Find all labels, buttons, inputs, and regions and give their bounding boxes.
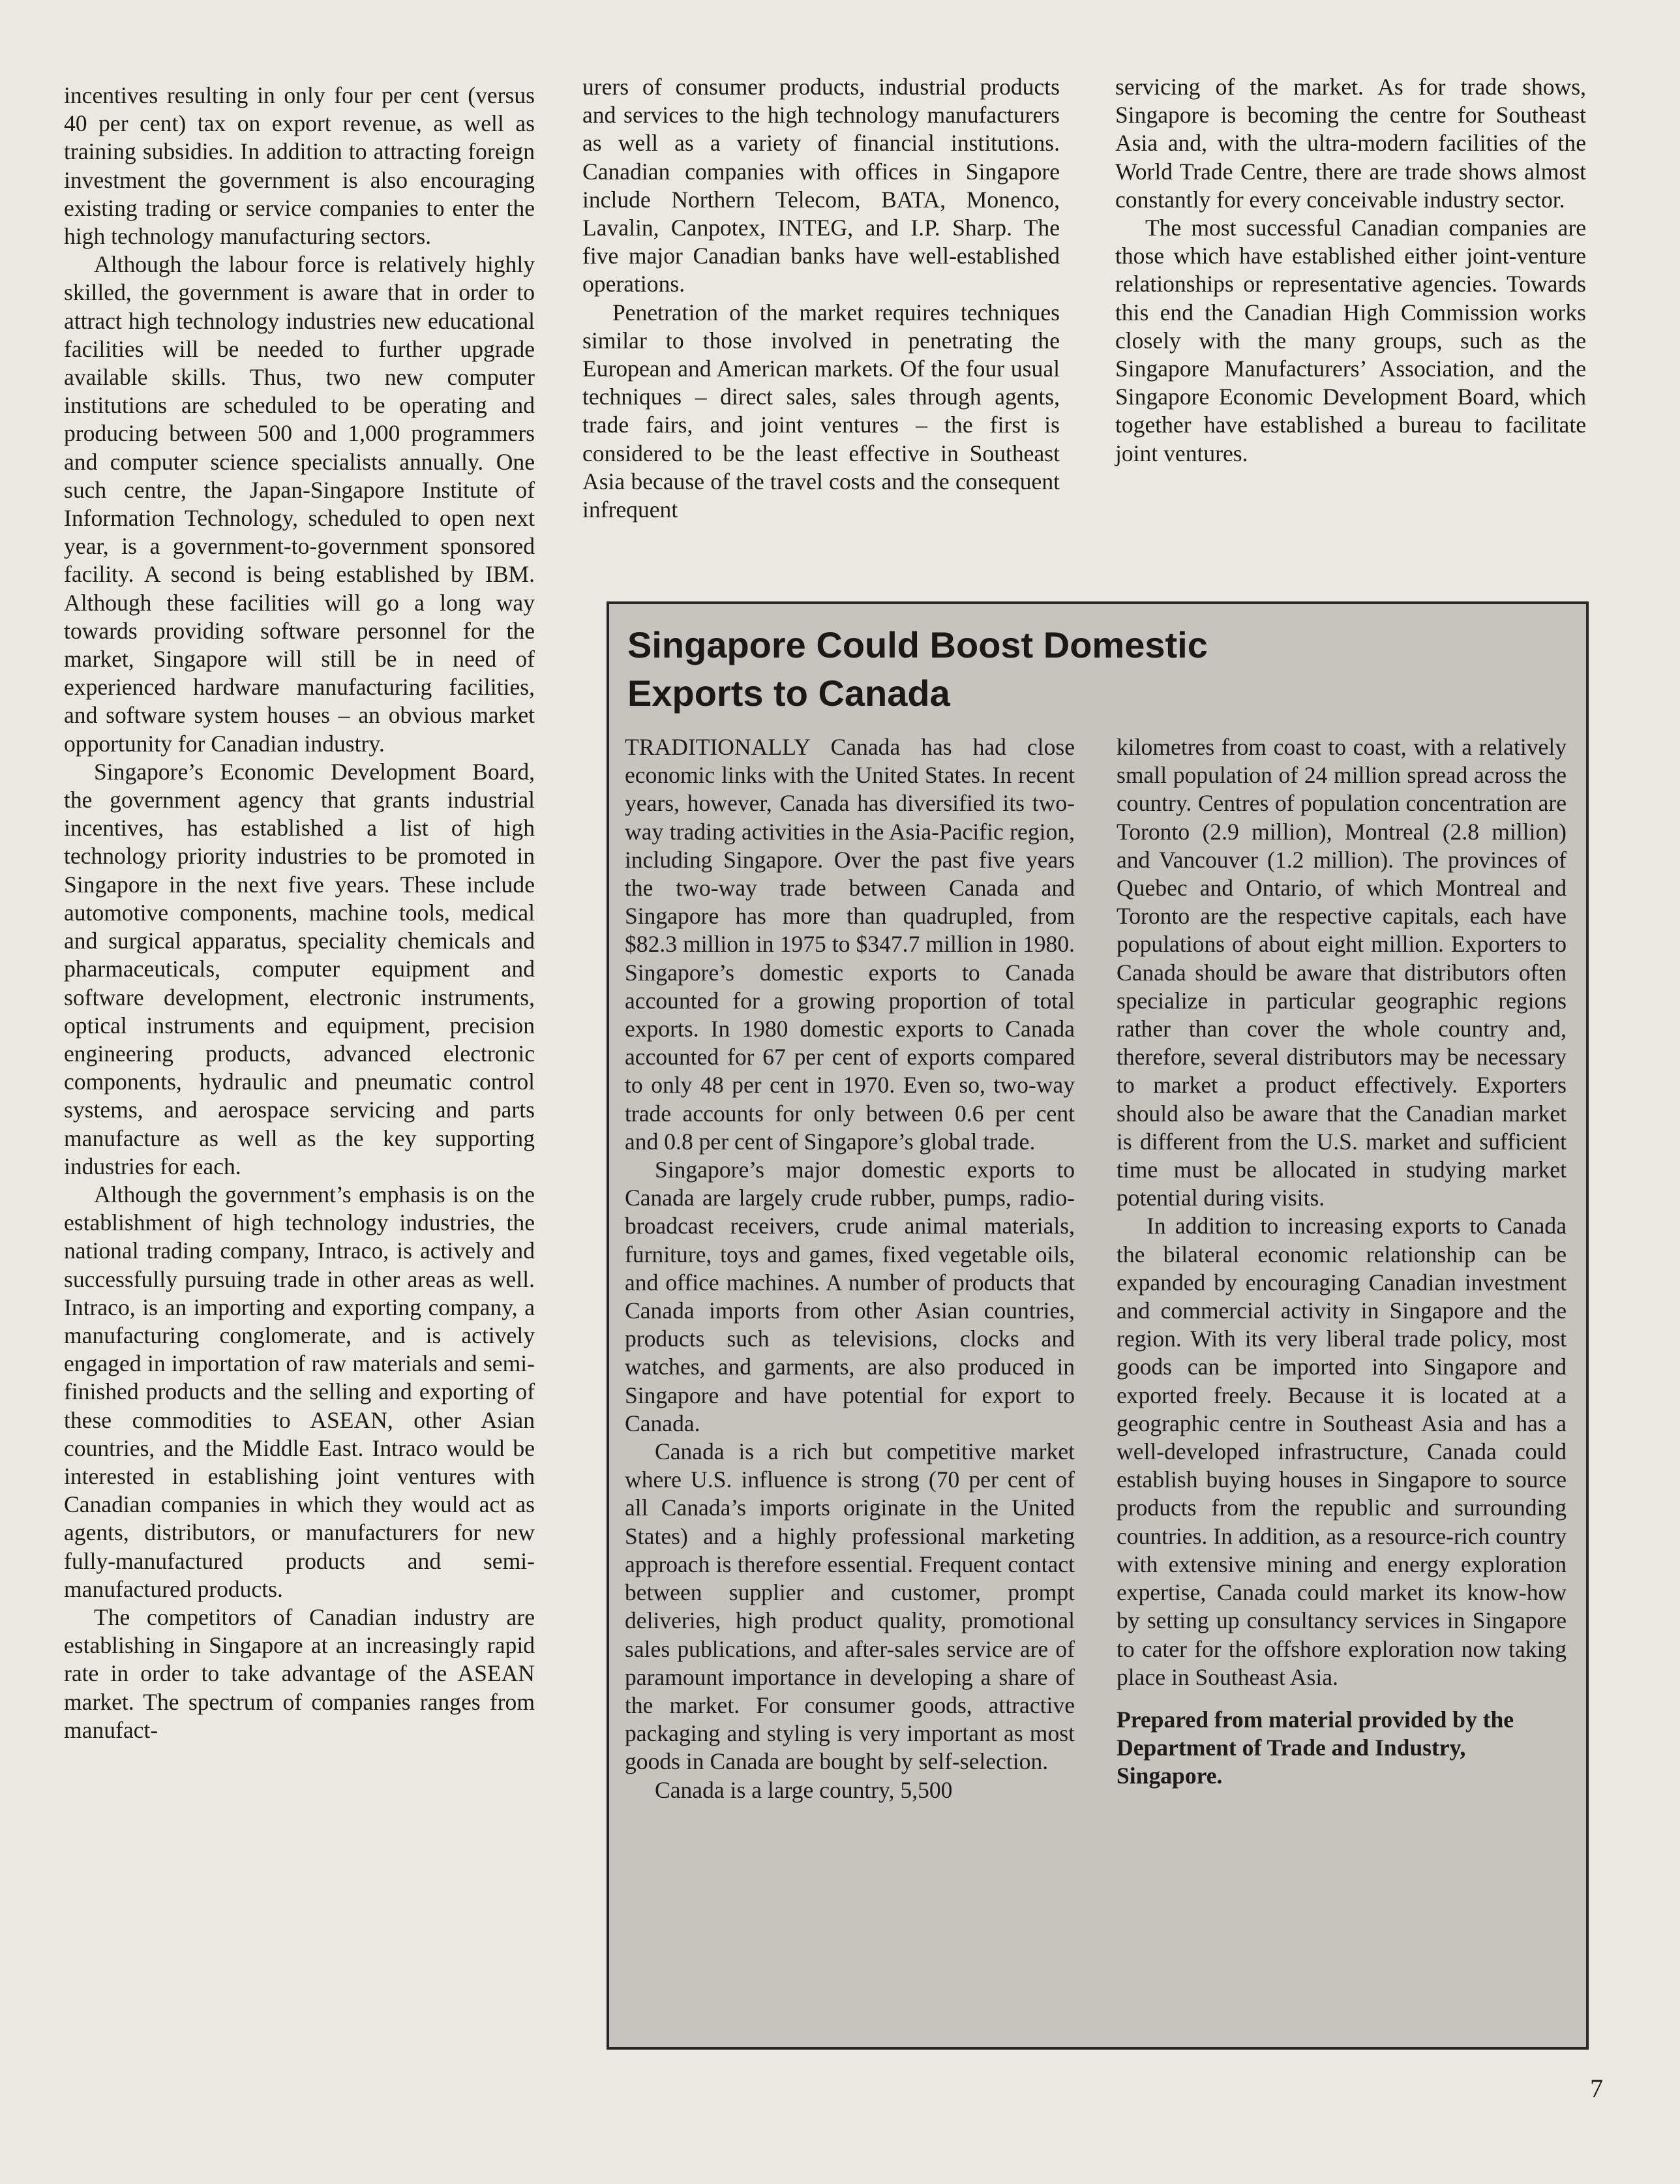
paragraph: urers of consumer products, industrial products and services to the high technology manufacturers as well as a variety of financial institutions. Canadian companies with offices in Singapore include Northern Telecom, BATA, Monenco, Lavalin, Canpotex, INTEG, and I.P. Sharp. The five major Canadian banks have well-established operations. xyxy=(582,74,1060,297)
paragraph: Although the government’s emphasis is on the establishment of high technology industries, the national trading company, Intraco, is actively and successfully pursuing trade in other areas as well. Intraco, is an importing and exporting company, a manufacturing conglomerate, and is actively engaged in importation of raw materials and semi-finished products and the selling and exporting of these commodities to ASEAN, other Asian countries, and the Middle East. Intraco would be interested in establishing joint ventures with Canadian companies in which they would act as agents, distributors, or manufacturers for new fully-manufactured products and semi-manufactured products. xyxy=(64,1181,535,1602)
paragraph: Although the labour force is relatively highly skilled, the government is aware that in order to attract high technology industries new educational facilities will be needed to further upgrade available skills. Thus, two new computer institutions are scheduled to be operating and producing between 500 and 1,000 programmers and computer science specialists annually. One such centre, the Japan-Singapore Institute of Information Technology, scheduled to open next year, is a government-to-government sponsored facility. A second is being established by IBM. Although these facilities will go a long way towards providing software personnel for the market, Singapore will still be in need of experienced hardware manufacturing facilities, and software system houses – an obvious market opportunity for Canadian industry. xyxy=(64,251,535,757)
paragraph: In addition to increasing exports to Canada the bilateral economic relationship can be expanded by encouraging Canadian investment and commercial activity in Singapore and the region. With its very liberal trade policy, most goods can be imported into Singapore and exported freely. Because it is located at a geographic centre in Southeast Asia and has a well-developed infrastructure, Canada could establish buying houses in Singapore to source products from the republic and surrounding countries. In addition, as a resource-rich country with extensive mining and energy exploration expertise, Canada could market its know-how by setting up consultancy services in Singapore to cater for the offshore exploration now taking place in Southeast Asia. xyxy=(1117,1213,1567,1690)
page-number: 7 xyxy=(1590,2074,1603,2103)
paragraph: kilometres from coast to coast, with a relatively small population of 24 million spread across the country. Centres of population concentration are Toronto (2.9 million), Montreal (2.8 million) and Vancouver (1.2 million). The provinces of Quebec and Ontario, of which Montreal and Toronto are the respective capitals, each have populations of about eight million. Exporters to Canada should be aware that distributors often specialize in particular geographic regions rather than cover the whole country and, therefore, several distributors may be necessary to market a product effectively. Exporters should also be aware that the Canadian market is different from the U.S. market and sufficient time must be allocated in studying market potential during visits. xyxy=(1117,734,1567,1211)
paragraph: Penetration of the market requires techniques similar to those involved in penetrating the European and American markets. Of the four usual techniques – direct sales, sales through agents, trade fairs, and joint ventures – the first is considered to be the least effective in Southeast Asia because of the travel costs and the consequent infrequent xyxy=(582,299,1060,523)
paragraph: The most successful Canadian companies are those which have established either joint-venture relationships or representative agencies. Towards this end the Canadian High Commission works closely with the many groups, such as the Singapore Manufacturers’ Association, and the Singapore Economic Development Board, which together have established a bureau to facilitate joint ventures. xyxy=(1115,215,1586,466)
paragraph: servicing of the market. As for trade shows, Singapore is becoming the centre for Southeast Asia and, with the ultra-modern facilities of the World Trade Centre, there are trade shows almost constantly for every conceivable industry sector. xyxy=(1115,74,1586,213)
sidebar-column-2-body xyxy=(1117,733,1567,1791)
sidebar-title-line-1: Singapore Could Boost Domestic xyxy=(627,624,1208,665)
sidebar-credit: Prepared from material provided by the Department of Trade and Industry, Singapore. xyxy=(1117,1706,1514,1789)
paragraph: TRADITIONALLY Canada has had close economic links with the United States. In recent years, however, Canada has diversified its two-way trading activities in the Asia-Pacific region, including Singapore. Over the past five years the two-way trade between Canada and Singapore has more than quadrupled, from $82.3 million in 1975 to $347.7 million in 1980. Singapore’s domestic exports to Canada accounted for a growing proportion of total exports. In 1980 domestic exports to Canada accounted for 67 per cent of exports compared to only 48 per cent in 1970. Even so, two-way trade accounts for only between 0.6 per cent and 0.8 per cent of Singapore’s global trade. xyxy=(625,734,1075,1155)
paragraph: Singapore’s Economic Development Board, the government agency that grants industrial incentives, has established a list of high technology priority industries to be promoted in Singapore in the next five years. These include automotive components, machine tools, medical and surgical apparatus, speciality chemicals and pharmaceuticals, computer equipment and software development, electronic instruments, optical instruments and equipment, precision engineering products, advanced electronic components, hydraulic and pneumatic control systems, and aerospace servicing and parts manufacture as well as the key supporting industries for each. xyxy=(64,758,535,1179)
paragraph: The competitors of Canadian industry are establishing in Singapore at an increasingly rapid rate in order to take advantage of the ASEAN market. The spectrum of companies ranges from manufact- xyxy=(64,1603,535,1743)
sidebar-title-line-2: Exports to Canada xyxy=(627,673,950,714)
sidebar-column-1-body xyxy=(625,733,1075,1804)
paragraph: Singapore’s major domestic exports to Canada are largely crude rubber, pumps, radio-broadcast receivers, crude animal materials, furniture, toys and games, fixed vegetable oils, and office machines. A number of products that Canada imports from other Asian countries, products such as televisions, clocks and watches, and garments, are also produced in Singapore and have potential for export to Canada. xyxy=(625,1157,1075,1436)
sidebar-title xyxy=(627,621,1312,718)
paragraph: Canada is a large country, 5,500 xyxy=(655,1776,953,1803)
article-column-3 xyxy=(1115,73,1586,468)
article-column-1 xyxy=(64,82,535,1744)
paragraph: incentives resulting in only four per cent (versus 40 per cent) tax on export revenue, as well as training subsidies. In addition to attracting foreign investment the government is also encouraging existing trading or service companies to enter the high technology manufacturing sectors. xyxy=(64,82,535,250)
article-column-2 xyxy=(582,73,1060,524)
paragraph: Canada is a rich but competitive market where U.S. influence is strong (70 per cent of all Canada’s imports originate in the United States) and a highly professional marketing approach is therefore essential. Frequent contact between supplier and customer, prompt deliveries, high product quality, promotional sales publications, and after-sales service are of paramount importance in developing a share of the market. For consumer goods, attractive packaging and styling is very important as most goods in Canada are bought by self-selection. xyxy=(625,1438,1075,1775)
